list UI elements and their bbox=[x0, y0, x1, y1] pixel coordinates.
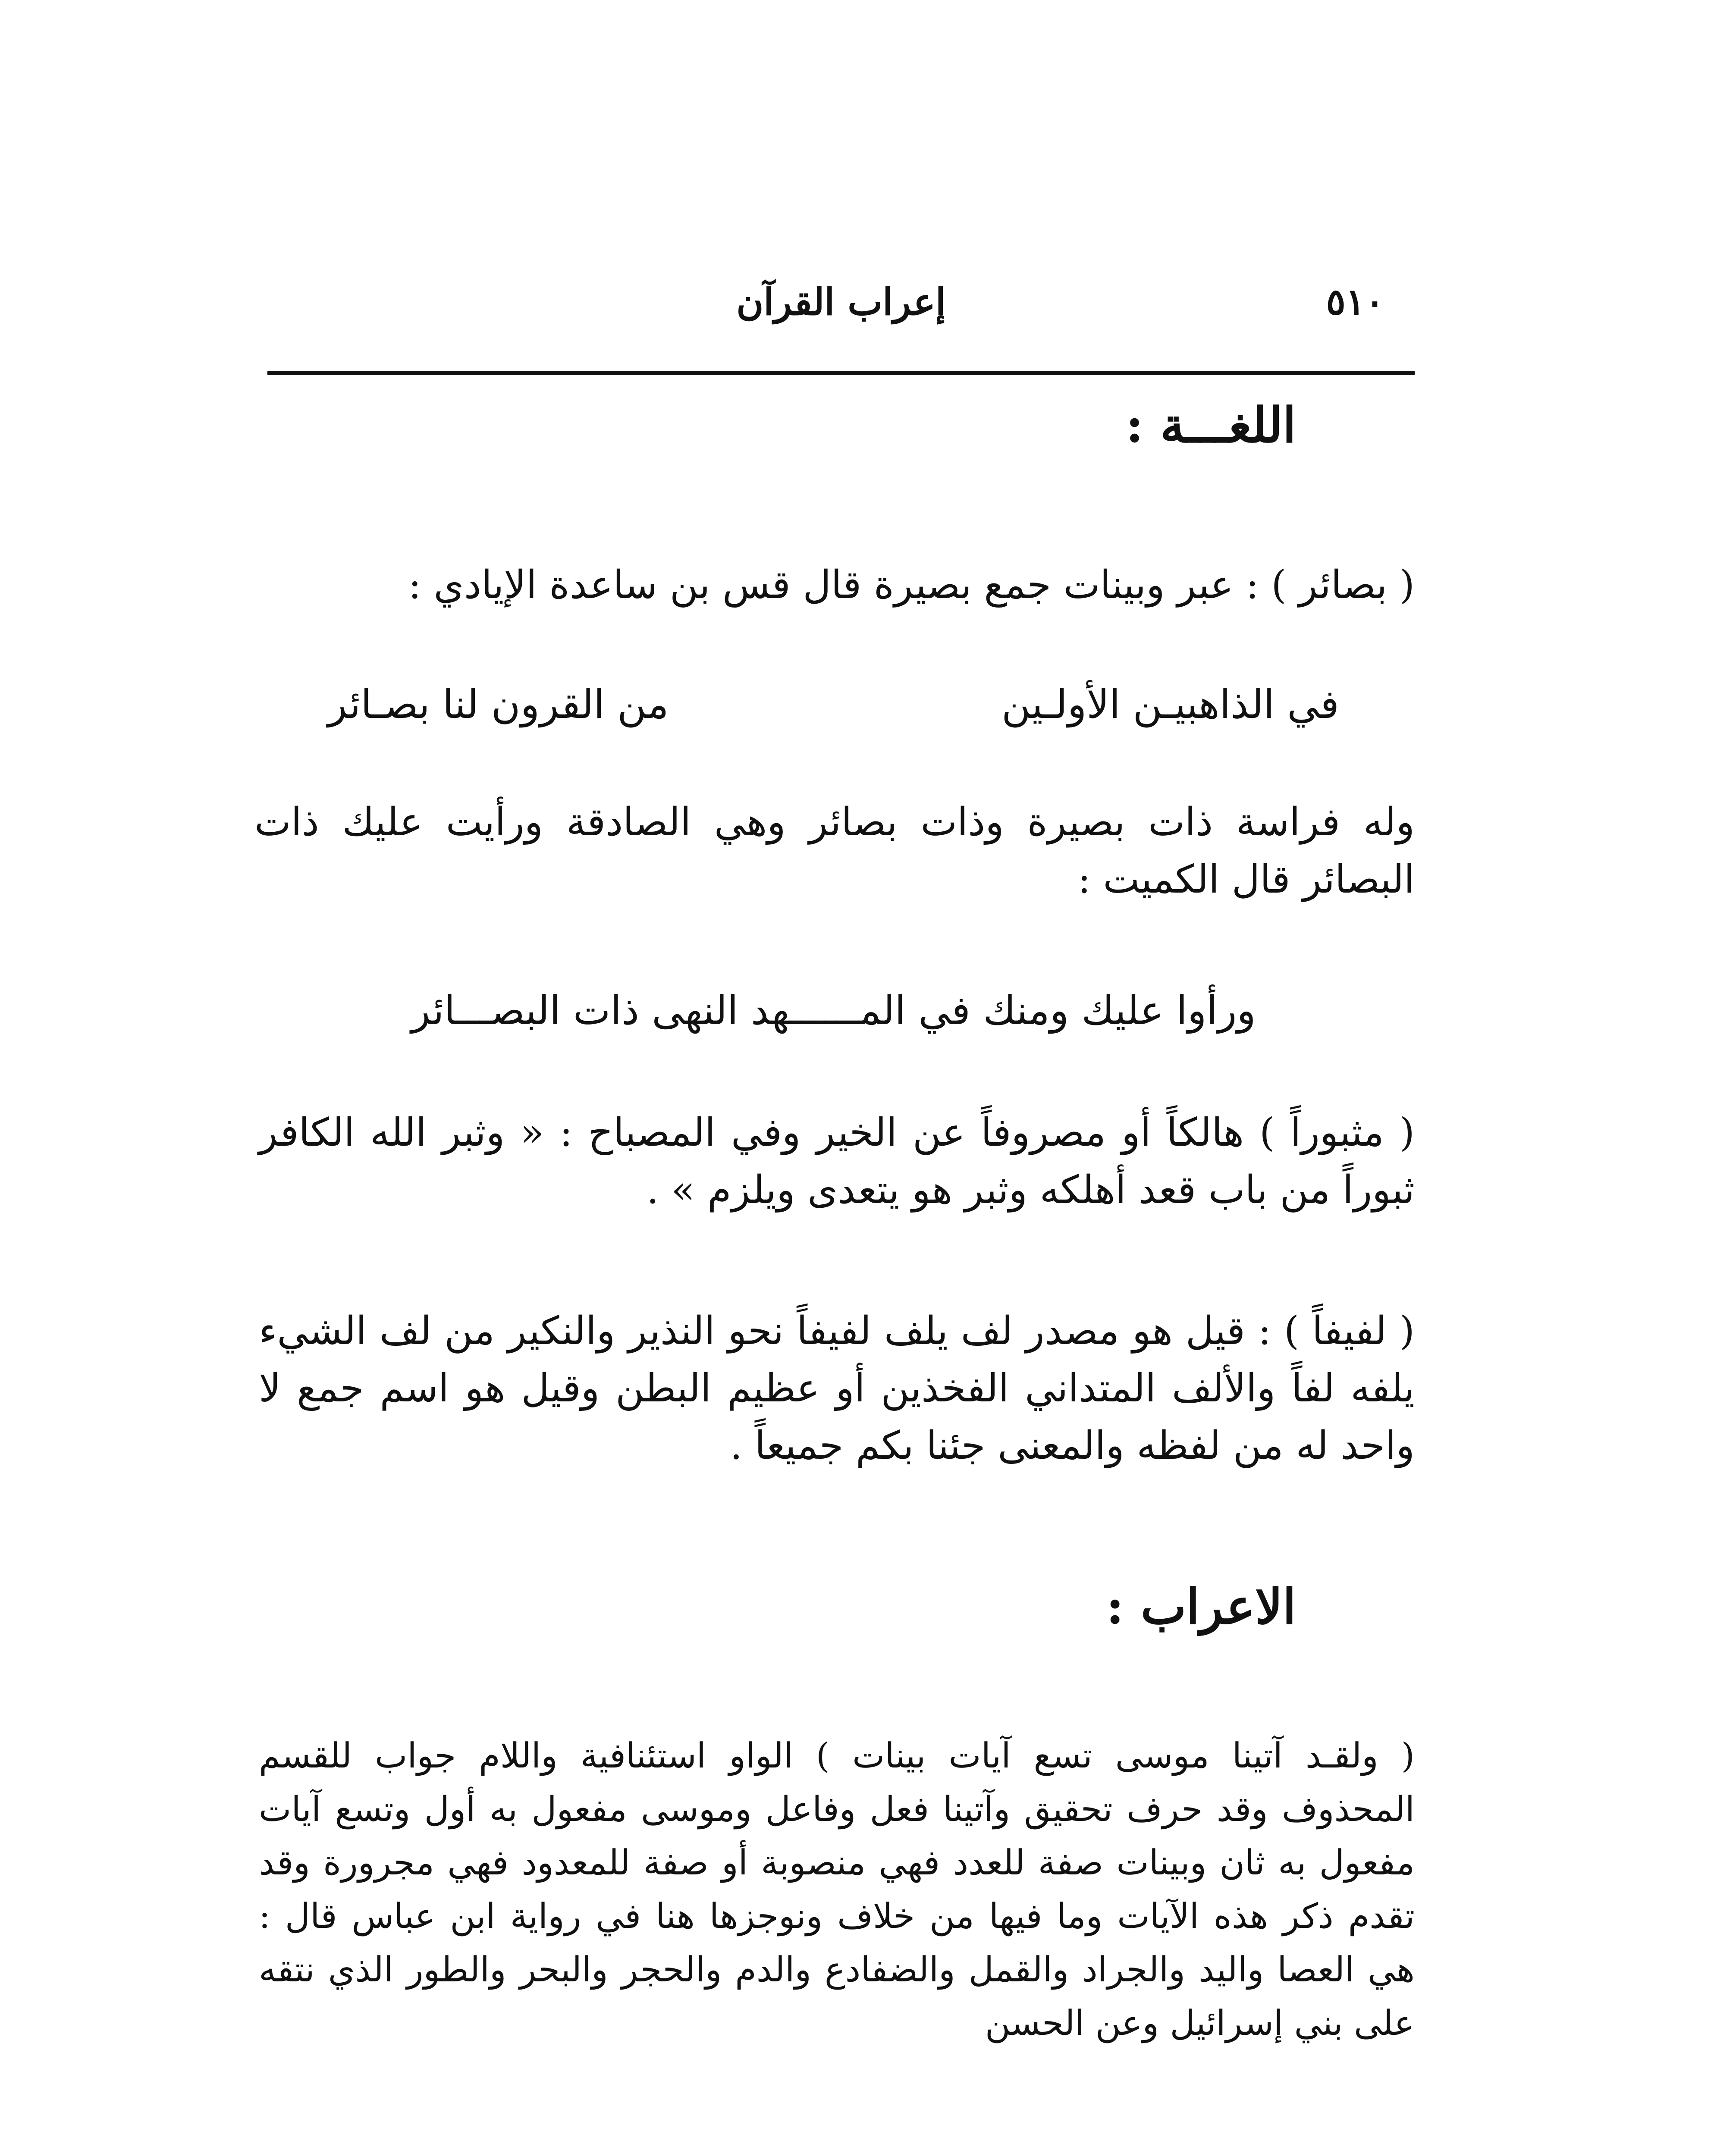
paragraph-lafif: ( لفيفاً ) : قيل هو مصدر لف يلف لفيفاً نحو النذير والنكير من لف الشيء يلفه لفاً والألف المتداني الفخذين أو عظيم البطن وقيل هو اسم جمع لا واحد له من لفظه والمعنى جئنا بكم جميعاً . bbox=[259, 1308, 1415, 1469]
page-header bbox=[267, 272, 1415, 349]
paragraph-firasa: وله فراسة ذات بصيرة وذات بصائر وهي الصادقة ورأيت عليك ذات البصائر قال الكميت : bbox=[254, 799, 1415, 903]
verse-second-hemistich: من القرون لنا بصـائر bbox=[328, 681, 669, 727]
running-title: إعراب القرآن bbox=[736, 280, 946, 324]
section-heading-lugha: اللغـــة : bbox=[1125, 397, 1296, 454]
page-number: ٥١٠ bbox=[1326, 280, 1384, 323]
verse-qus bbox=[328, 681, 1339, 727]
verse-kumait: ورأوا عليك ومنك في المــــــهد النهى ذات البصـــائر bbox=[411, 987, 1256, 1034]
paragraph-mathbur: ( مثبوراً ) هالكاً أو مصروفاً عن الخير وفي المصباح : « وثبر الله الكافر ثبوراً من باب قعد أهلكه وثبر هو يتعدى ويلزم » . bbox=[259, 1110, 1415, 1213]
paragraph-irab: ( ولقـد آتينا موسى تسع آيات بينات ) الواو استئنافية واللام جواب للقسم المحذوف وقد حرف تحقيق وآتينا فعل وفاعل وموسى مفعول به أول وتسع آيات مفعول به ثان وبينات صفة للعدد فهي منصوبة أو صفة للمعدود فهي مجرورة وقد تقدم ذكر هذه الآيات وما فيها من خلاف ونوجزها هنا في رواية ابن عباس قال : هي العصا واليد والجراد والقمل والضفادع والدم والحجر والبحر والطور الذي نتقه على بني إسرائيل وعن الحسن bbox=[259, 1736, 1415, 2043]
header-rule bbox=[267, 371, 1415, 375]
verse-first-hemistich: في الذاهبيـن الأولـين bbox=[1001, 681, 1339, 727]
section-heading-irab: الاعراب : bbox=[1106, 1579, 1296, 1635]
paragraph-basair: ( بصائر ) : عبر وبينات جمع بصيرة قال قس بن ساعدة الإيادي : bbox=[408, 562, 1415, 608]
